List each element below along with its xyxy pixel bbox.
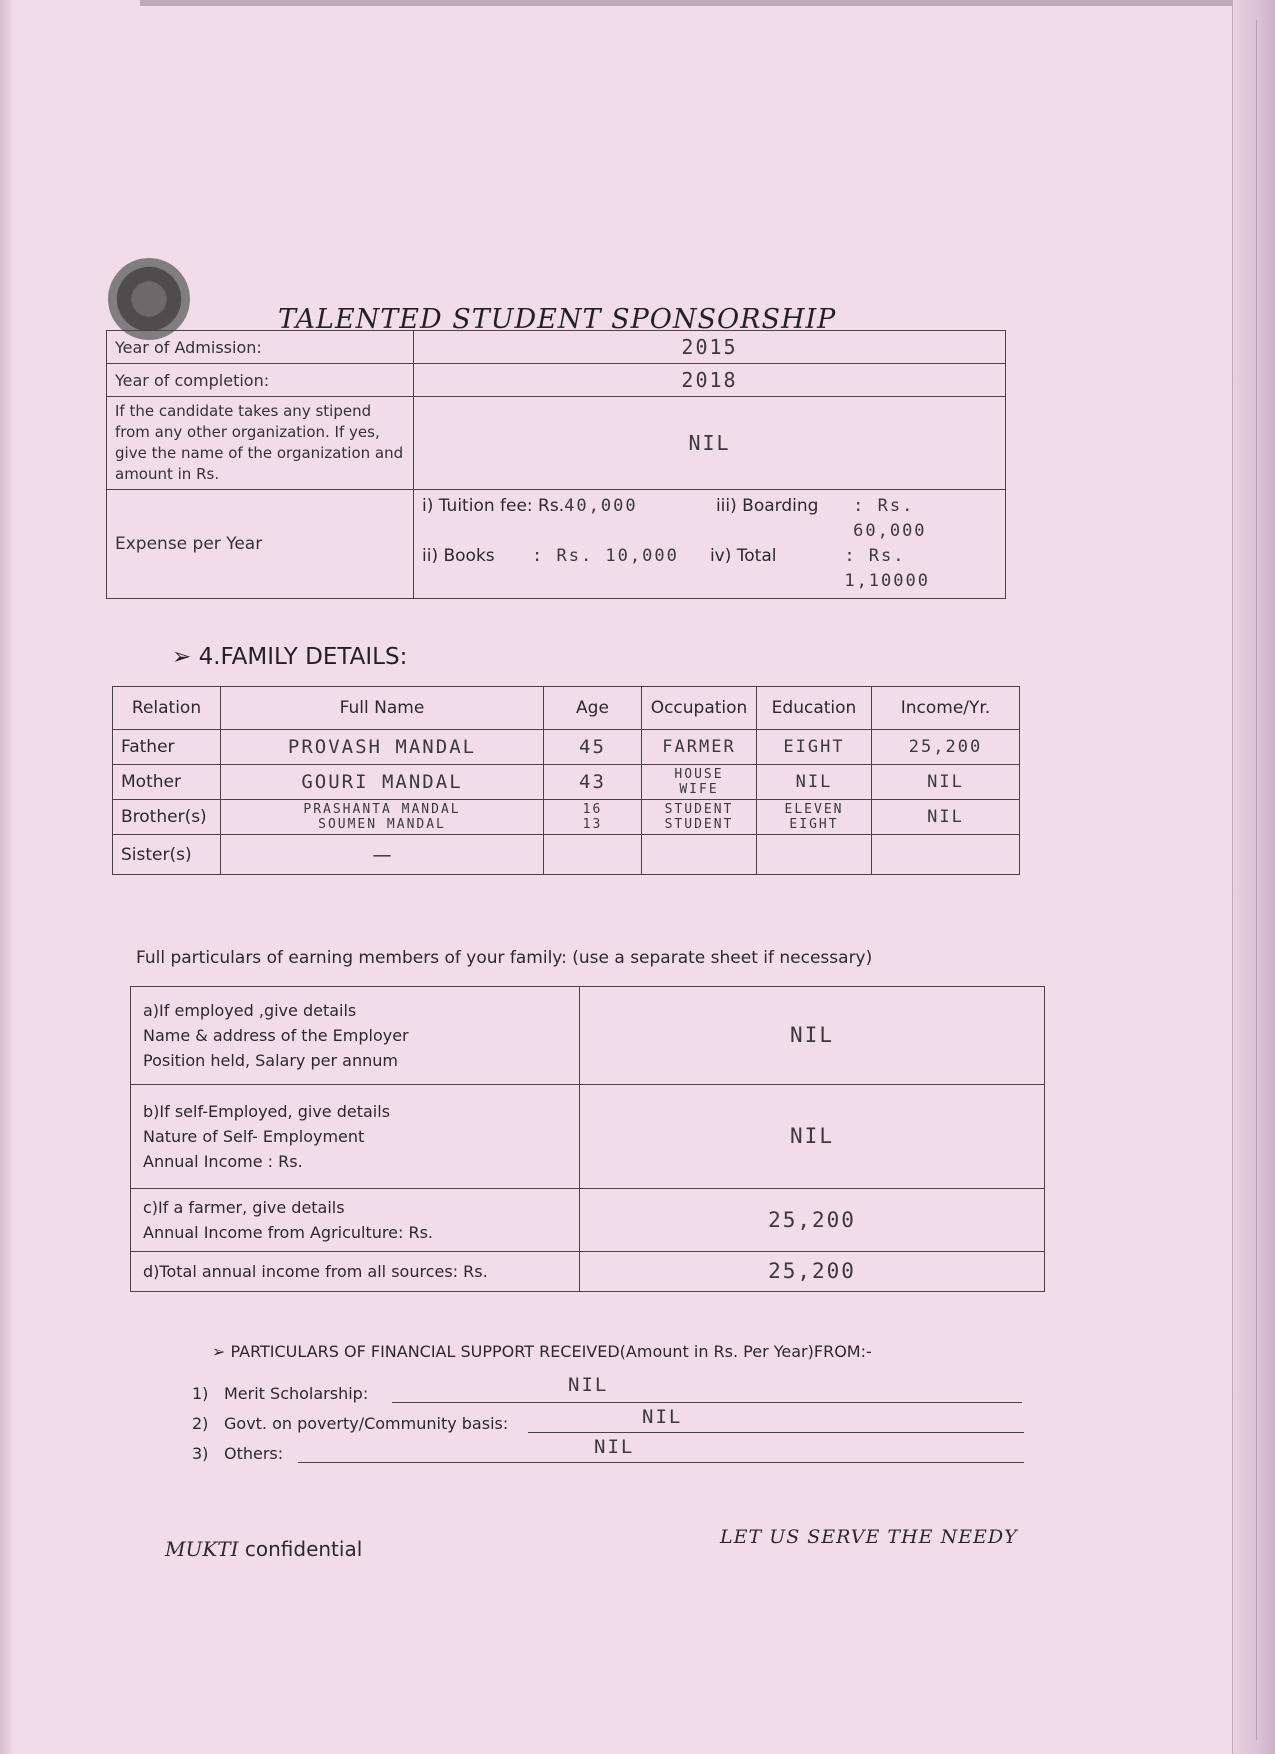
tuition-label: i) Tuition fee: Rs. [422, 496, 565, 516]
fill-line [298, 1462, 1024, 1463]
farmer-line-1: c)If a farmer, give details [143, 1198, 345, 1217]
occupation-cell [642, 800, 757, 835]
books-label: ii) Books [422, 546, 495, 566]
name-cell: — [221, 835, 544, 875]
financial-support-heading: ➢ PARTICULARS OF FINANCIAL SUPPORT RECEIVED(Amount in Rs. Per Year)FROM:- [212, 1342, 872, 1361]
employed-value: NIL [580, 987, 1045, 1085]
brother-name-1: PRASHANTA MANDAL [303, 802, 461, 817]
boarding-value: : Rs. 60,000 [853, 496, 927, 541]
relation-cell: Father [113, 730, 221, 765]
admission-value: 2015 [414, 331, 1006, 364]
self-line-1: b)If self-Employed, give details [143, 1102, 391, 1121]
mukti-logo [108, 258, 190, 340]
item-label: Others: [224, 1444, 284, 1463]
item-number: 2) [192, 1414, 209, 1433]
table-row [113, 835, 1020, 875]
farmer-line-2: Annual Income from Agriculture: Rs. [143, 1223, 433, 1242]
expense-row [107, 490, 1006, 599]
occupation-cell: FARMER [642, 730, 757, 765]
govt-support-row [192, 1406, 683, 1433]
self-line-2: Nature of Self- Employment [143, 1127, 365, 1146]
education-cell: NIL [757, 765, 872, 800]
col-age: Age [544, 687, 642, 730]
merit-scholarship-row [192, 1374, 609, 1403]
page-top-shadow [140, 0, 1240, 6]
education-cell [757, 800, 872, 835]
education-cell [757, 835, 872, 875]
age-cell [544, 800, 642, 835]
age-cell: 43 [544, 765, 642, 800]
brother-occ-2: STUDENT [664, 817, 734, 832]
footer-motto: LET US SERVE THE NEEDY [720, 1526, 1018, 1548]
brother-age-1: 16 [582, 802, 603, 817]
expense-label: Expense per Year [107, 490, 414, 599]
item-label: Merit Scholarship: [224, 1384, 369, 1403]
occupation-cell: HOUSE WIFE [642, 765, 757, 800]
item-number: 3) [192, 1444, 209, 1463]
books-value: : Rs. 10,000 [532, 546, 679, 566]
col-relation: Relation [113, 687, 221, 730]
income-cell: NIL [872, 800, 1020, 835]
education-cell: EIGHT [757, 730, 872, 765]
income-cell [872, 835, 1020, 875]
item-value: NIL [568, 1374, 609, 1396]
footer-confidential [165, 1537, 362, 1561]
brother-name-2: SOUMEN MANDAL [318, 817, 446, 832]
others-support-row [192, 1436, 635, 1463]
income-cell: 25,200 [872, 730, 1020, 765]
col-education: Education [757, 687, 872, 730]
stipend-row [107, 397, 1006, 490]
family-header-row [113, 687, 1020, 730]
table-row [113, 765, 1020, 800]
page-edge-line [1256, 20, 1267, 1740]
relation-cell: Brother(s) [113, 800, 221, 835]
brother-occ-1: STUDENT [664, 802, 734, 817]
age-cell [544, 835, 642, 875]
total-income-label: d)Total annual income from all sources: Rs. [131, 1252, 580, 1292]
footer-org: MUKTI [165, 1537, 239, 1561]
family-details-heading: ➢ 4.FAMILY DETAILS: [172, 644, 408, 670]
col-full-name: Full Name [221, 687, 544, 730]
employed-line-1: a)If employed ,give details [143, 1001, 357, 1020]
item-number: 1) [192, 1384, 209, 1403]
total-income-value: 25,200 [580, 1252, 1045, 1292]
self-employed-value: NIL [580, 1085, 1045, 1189]
name-cell: GOURI MANDAL [221, 765, 544, 800]
family-table [112, 686, 1020, 875]
item-value: NIL [642, 1406, 683, 1428]
earning-members-heading: Full particulars of earning members of your family: (use a separate sheet if necessary) [136, 948, 873, 968]
employed-label [131, 987, 580, 1085]
total-income-row [131, 1252, 1045, 1292]
earning-members-table [130, 986, 1045, 1292]
form-title: TALENTED STUDENT SPONSORSHIP [278, 304, 837, 335]
item-label: Govt. on poverty/Community basis: [224, 1414, 509, 1433]
completion-row [107, 364, 1006, 397]
page-left-shadow [0, 0, 14, 1754]
farmer-row [131, 1189, 1045, 1252]
farmer-value: 25,200 [580, 1189, 1045, 1252]
table-row [113, 800, 1020, 835]
fill-line [528, 1432, 1024, 1433]
brother-age-2: 13 [582, 817, 603, 832]
relation-cell: Sister(s) [113, 835, 221, 875]
total-value: : Rs. 1,10000 [844, 546, 930, 591]
completion-label: Year of completion: [107, 364, 414, 397]
brother-edu-2: EIGHT [789, 817, 839, 832]
stipend-label: If the candidate takes any stipend from any other organization. If yes, give the name of the organization and amount in Rs. [107, 397, 414, 490]
sponsorship-table [106, 330, 1006, 599]
completion-value: 2018 [414, 364, 1006, 397]
col-income: Income/Yr. [872, 687, 1020, 730]
footer-confidential-text: confidential [244, 1537, 363, 1561]
admission-row [107, 331, 1006, 364]
item-value: NIL [594, 1436, 635, 1458]
name-cell: PROVASH MANDAL [221, 730, 544, 765]
fill-line [392, 1402, 1022, 1403]
age-cell: 45 [544, 730, 642, 765]
name-cell [221, 800, 544, 835]
employed-row [131, 987, 1045, 1085]
income-cell: NIL [872, 765, 1020, 800]
self-line-3: Annual Income : Rs. [143, 1152, 303, 1171]
boarding-label: iii) Boarding [715, 496, 819, 516]
table-row [113, 730, 1020, 765]
tuition-value: 40,000 [564, 496, 638, 516]
employed-line-3: Position held, Salary per annum [143, 1051, 398, 1070]
brother-edu-1: ELEVEN [784, 802, 844, 817]
admission-label: Year of Admission: [107, 331, 414, 364]
farmer-label [131, 1189, 580, 1252]
total-label: iv) Total [709, 546, 777, 566]
page-edge [1232, 0, 1275, 1754]
relation-cell: Mother [113, 765, 221, 800]
occupation-cell [642, 835, 757, 875]
col-occupation: Occupation [642, 687, 757, 730]
employed-line-2: Name & address of the Employer [143, 1026, 409, 1045]
self-employed-label [131, 1085, 580, 1189]
stipend-value: NIL [414, 397, 1006, 490]
self-employed-row [131, 1085, 1045, 1189]
expense-details [414, 490, 1006, 599]
